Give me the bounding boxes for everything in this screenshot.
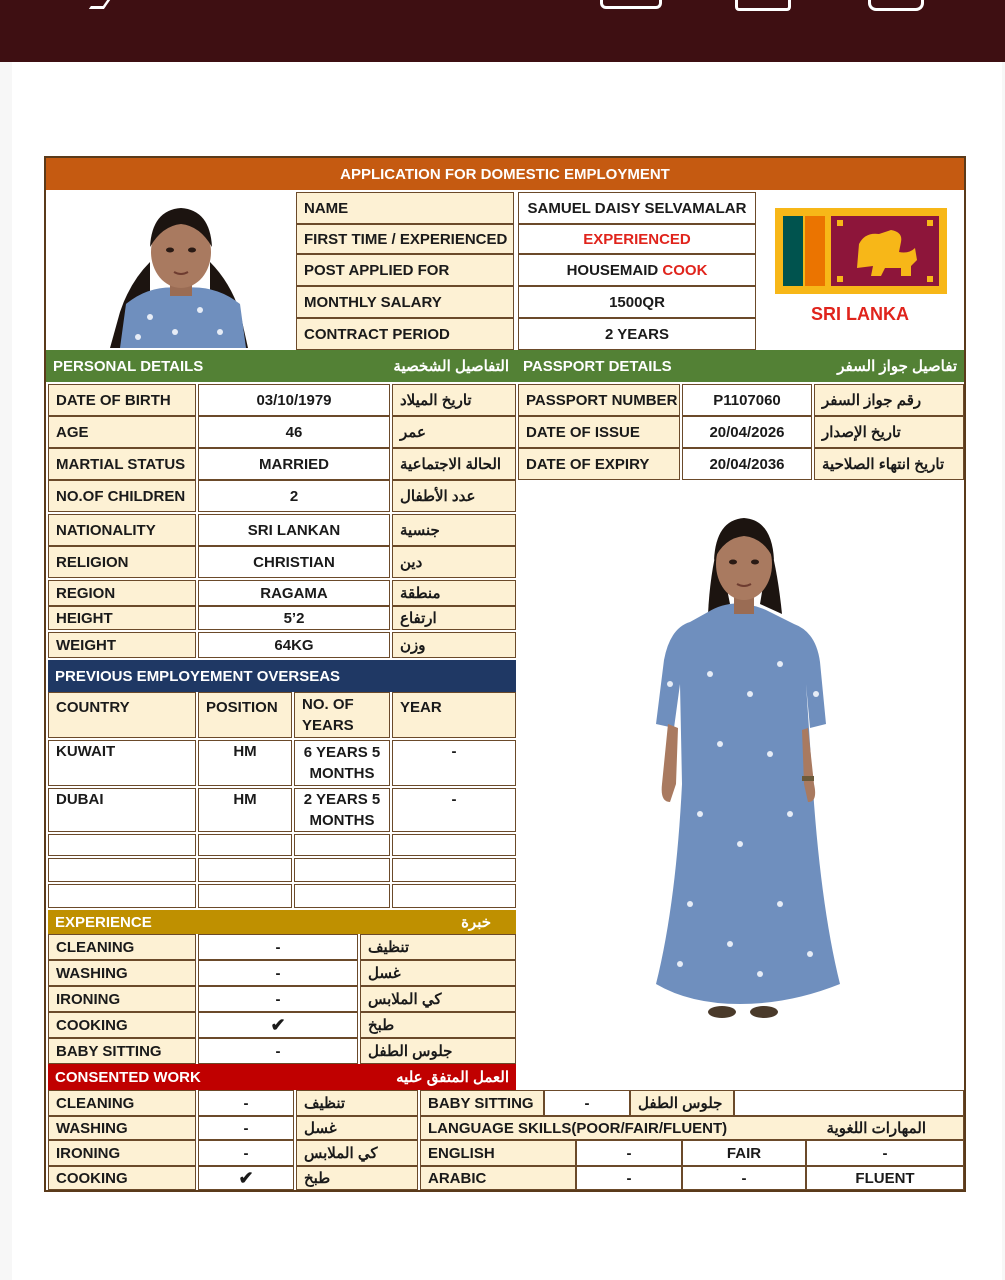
prev-row-2-years-line2: MONTHS [309, 812, 375, 829]
lang-english-label: ENGLISH [420, 1140, 576, 1166]
lang-arabic-label: ARABIC [420, 1166, 576, 1190]
region-label: REGION [48, 580, 196, 606]
prev-empty-cell [392, 884, 516, 908]
cons-washing-label: WASHING [48, 1116, 196, 1140]
lang-arabic-fluent: FLUENT [806, 1166, 964, 1190]
expiry-date-value: 20/04/2036 [682, 448, 812, 480]
marital-label: MARTIAL STATUS [48, 448, 196, 480]
prev-row-1-years-line1: 6 YEARS 5 [303, 744, 381, 761]
previous-employment-header: PREVIOUS EMPLOYEMENT OVERSEAS [48, 660, 516, 692]
salary-value: 1500QR [518, 286, 756, 318]
age-arabic: عمر [392, 416, 516, 448]
name-label: NAME [296, 192, 514, 224]
passport-number-arabic: رقم جواز السفر [814, 384, 964, 416]
first-time-value: EXPERIENCED [518, 224, 756, 254]
cons-ironing-arabic: كي الملابس [296, 1140, 418, 1166]
prev-row-1-country: KUWAIT [48, 740, 196, 786]
issue-date-arabic: تاريخ الإصدار [814, 416, 964, 448]
cons-cooking-arabic: طبخ [296, 1166, 418, 1190]
exp-babysitting-value: - [198, 1038, 358, 1064]
consented-work-header [48, 1064, 516, 1090]
prev-row-1-position: HM [198, 740, 292, 786]
prev-empty-cell [198, 834, 292, 856]
lang-english-fluent: - [806, 1140, 964, 1166]
exp-cleaning-label: CLEANING [48, 934, 196, 960]
contract-value: 2 YEARS [518, 318, 756, 350]
cons-cleaning-value: - [198, 1090, 294, 1116]
prev-empty-cell [48, 858, 196, 882]
language-header-en: LANGUAGE SKILLS(POOR/FAIR/FLUENT) [428, 1119, 728, 1137]
exp-washing-arabic: غسل [360, 960, 516, 986]
passport-header-ar: تفاصيل جواز السفر [837, 358, 957, 375]
contract-label: CONTRACT PERIOD [296, 318, 514, 350]
exp-cleaning-value: - [198, 934, 358, 960]
issue-date-value: 20/04/2026 [682, 416, 812, 448]
country-name: SRI LANKA [811, 304, 909, 324]
app-top-bar [0, 0, 1005, 62]
age-label: AGE [48, 416, 196, 448]
cons-ironing-label: IRONING [48, 1140, 196, 1166]
exp-ironing-value: - [198, 986, 358, 1012]
prev-row-2-country: DUBAI [48, 788, 196, 832]
cons-cooking-value: ✔ [198, 1166, 294, 1190]
dob-label: DATE OF BIRTH [48, 384, 196, 416]
cons-babysitting-arabic: جلوس الطفل [630, 1090, 734, 1116]
lang-arabic-fair: - [682, 1166, 806, 1190]
first-time-label: FIRST TIME / EXPERIENCED [296, 224, 514, 254]
prev-row-2-year: - [392, 788, 516, 832]
exp-ironing-arabic: كي الملابس [360, 986, 516, 1012]
applicant-headshot [50, 192, 292, 348]
prev-col-years [294, 692, 390, 738]
region-arabic: منطقة [392, 580, 516, 606]
marital-arabic: الحالة الاجتماعية [392, 448, 516, 480]
cons-cleaning-arabic: تنظيف [296, 1090, 418, 1116]
lang-arabic-poor: - [576, 1166, 682, 1190]
cons-ironing-value: - [198, 1140, 294, 1166]
children-value: 2 [198, 480, 390, 512]
expiry-date-arabic: تاريخ انتهاء الصلاحية [814, 448, 964, 480]
post-applied-value [518, 254, 756, 286]
post-main-value: HOUSEMAID [566, 261, 659, 279]
prev-row-2-years [294, 788, 390, 832]
exp-cooking-label: COOKING [48, 1012, 196, 1038]
exp-ironing-label: IRONING [48, 986, 196, 1012]
post-extra-value: COOK [662, 261, 708, 279]
lang-english-poor: - [576, 1140, 682, 1166]
salary-label: MONTHLY SALARY [296, 286, 514, 318]
passport-details-header [516, 350, 964, 382]
consented-header-en: CONSENTED WORK [55, 1068, 201, 1086]
prev-row-1-year: - [392, 740, 516, 786]
cons-cleaning-label: CLEANING [48, 1090, 196, 1116]
exp-cooking-arabic: طبخ [360, 1012, 516, 1038]
personal-header-en: PERSONAL DETAILS [53, 357, 204, 375]
prev-empty-cell [48, 884, 196, 908]
back-icon[interactable] [89, 0, 110, 9]
nationality-label: NATIONALITY [48, 514, 196, 546]
prev-row-1-years-line2: MONTHS [309, 765, 375, 782]
country-flag [775, 208, 947, 294]
prev-row-2-years-line1: 2 YEARS 5 [303, 791, 381, 808]
prev-row-1-years [294, 740, 390, 786]
cons-washing-arabic: غسل [296, 1116, 418, 1140]
weight-arabic: وزن [392, 632, 516, 658]
prev-col-years-line1: NO. OF [302, 696, 354, 713]
name-value: SAMUEL DAISY SELVAMALAR [518, 192, 756, 224]
passport-number-label: PASSPORT NUMBER [518, 384, 680, 416]
personal-details-header [46, 350, 516, 382]
passport-number-value: P1107060 [682, 384, 812, 416]
children-label: NO.OF CHILDREN [48, 480, 196, 512]
exp-babysitting-label: BABY SITTING [48, 1038, 196, 1064]
dob-arabic: تاريخ الميلاد [392, 384, 516, 416]
language-skills-header [420, 1116, 964, 1140]
exp-washing-label: WASHING [48, 960, 196, 986]
age-value: 46 [198, 416, 390, 448]
consented-header-ar: العمل المتفق عليه [396, 1069, 509, 1086]
prev-empty-cell [392, 858, 516, 882]
exp-washing-value: - [198, 960, 358, 986]
prev-empty-cell [198, 858, 292, 882]
crop-icon[interactable] [735, 0, 791, 11]
applicant-full-photo [520, 484, 960, 1088]
expiry-date-label: DATE OF EXPIRY [518, 448, 680, 480]
religion-arabic: دين [392, 546, 516, 578]
lang-english-fair: FAIR [682, 1140, 806, 1166]
edit-icon[interactable] [600, 0, 662, 9]
exp-cleaning-arabic: تنظيف [360, 934, 516, 960]
more-icon[interactable] [868, 0, 924, 11]
experience-header-en: EXPERIENCE [55, 913, 152, 931]
passport-header-en: PASSPORT DETAILS [523, 357, 672, 375]
height-value: 5’2 [198, 606, 390, 630]
height-arabic: ارتفاع [392, 606, 516, 630]
exp-babysitting-arabic: جلوس الطفل [360, 1038, 516, 1064]
religion-value: CHRISTIAN [198, 546, 390, 578]
prev-col-year: YEAR [392, 692, 516, 738]
religion-label: RELIGION [48, 546, 196, 578]
prev-col-country: COUNTRY [48, 692, 196, 738]
dob-value: 03/10/1979 [198, 384, 390, 416]
weight-value: 64KG [198, 632, 390, 658]
prev-row-2-position: HM [198, 788, 292, 832]
experience-header [48, 910, 516, 934]
prev-empty-cell [392, 834, 516, 856]
cons-cooking-label: COOKING [48, 1166, 196, 1190]
prev-col-years-line2: YEARS [302, 717, 354, 734]
language-header-ar: المهارات اللغوية [826, 1120, 926, 1137]
cons-babysitting-label: BABY SITTING [420, 1090, 544, 1116]
post-applied-label: POST APPLIED FOR [296, 254, 514, 286]
cons-washing-value: - [198, 1116, 294, 1140]
prev-empty-cell [294, 834, 390, 856]
issue-date-label: DATE OF ISSUE [518, 416, 680, 448]
prev-empty-cell [294, 884, 390, 908]
region-value: RAGAMA [198, 580, 390, 606]
form-title: APPLICATION FOR DOMESTIC EMPLOYMENT [46, 158, 964, 190]
employment-application-form [44, 156, 966, 1192]
prev-empty-cell [198, 884, 292, 908]
exp-cooking-value: ✔ [198, 1012, 358, 1038]
personal-header-ar: التفاصيل الشخصية [393, 358, 509, 375]
prev-empty-cell [48, 834, 196, 856]
cons-babysitting-empty [734, 1090, 964, 1116]
children-arabic: عدد الأطفال [392, 480, 516, 512]
nationality-arabic: جنسية [392, 514, 516, 546]
cons-babysitting-value: - [544, 1090, 630, 1116]
weight-label: WEIGHT [48, 632, 196, 658]
marital-value: MARRIED [198, 448, 390, 480]
prev-empty-cell [294, 858, 390, 882]
height-label: HEIGHT [48, 606, 196, 630]
experience-header-ar: خبرة [461, 914, 491, 931]
nationality-value: SRI LANKAN [198, 514, 390, 546]
prev-col-position: POSITION [198, 692, 292, 738]
